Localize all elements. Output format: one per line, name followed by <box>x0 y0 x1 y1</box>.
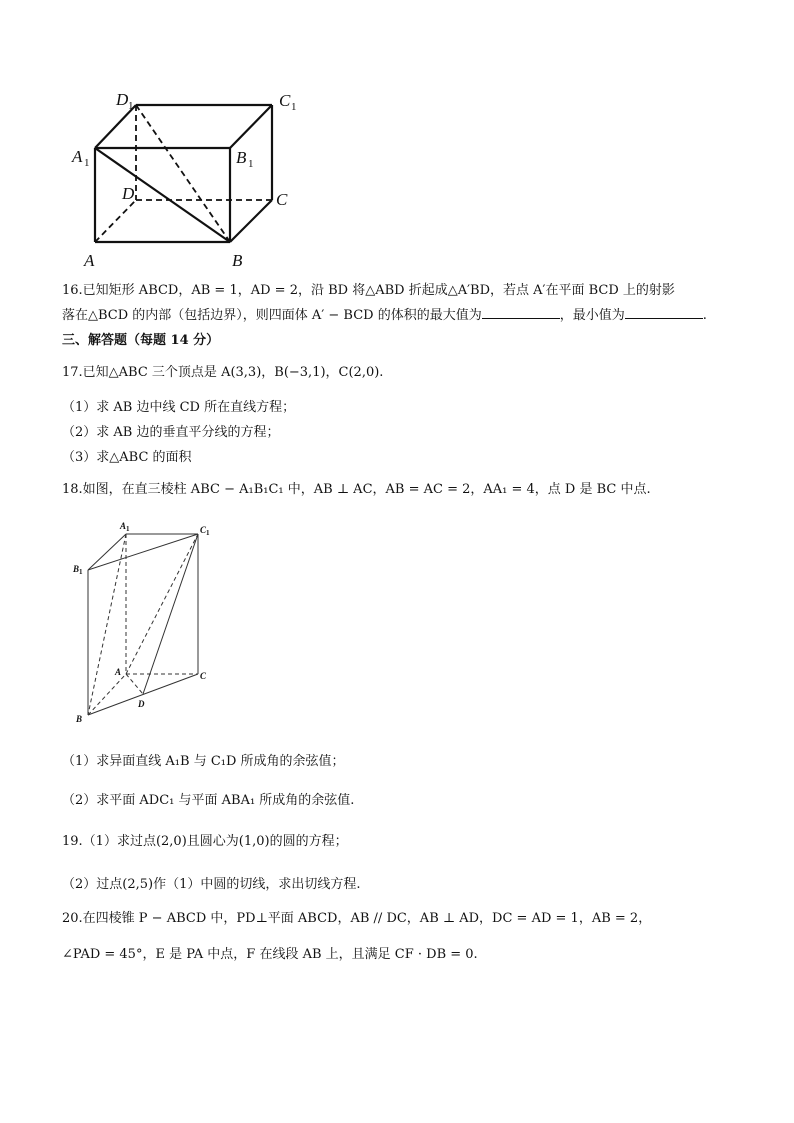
label-D1-sub: 1 <box>128 100 134 112</box>
section-heading: 三、解答题（每题 14 分） <box>62 333 220 348</box>
label2-B1: B <box>73 564 80 574</box>
q17-part3: （3）求△ABC 的面积 <box>62 450 192 465</box>
label2-D: D <box>138 699 145 709</box>
label-C1: C <box>279 91 291 110</box>
label-B1-sub: 1 <box>248 158 254 170</box>
label2-B: B <box>76 714 83 724</box>
q17-part2: （2）求 AB 边的垂直平分线的方程； <box>62 425 280 440</box>
label2-A1: A <box>120 521 127 531</box>
label-A: A <box>84 251 95 270</box>
prism-figure <box>70 518 220 728</box>
label2-A1-sub: 1 <box>126 525 130 533</box>
label-D: D <box>122 184 135 203</box>
label-C1-sub: 1 <box>291 101 297 113</box>
label2-A: A <box>115 667 122 677</box>
cuboid-figure <box>60 80 320 275</box>
label2-C1: C <box>200 525 207 535</box>
label2-C: C <box>200 671 207 681</box>
label-B: B <box>232 251 243 270</box>
q20-line1: 20.在四棱锥 P − ABCD 中，PD⊥平面 ABCD，AB // DC，AB ⊥ AD，DC = AD = 1，AB = 2， <box>62 911 652 926</box>
q18-stem: 18.如图，在直三棱柱 ABC − A₁B₁C₁ 中，AB ⊥ AC，AB = AC = 2，AA₁ = 4，点 D 是 BC 中点. <box>62 482 651 497</box>
label2-B1-sub: 1 <box>79 568 83 576</box>
label-A1-sub: 1 <box>84 157 90 169</box>
label2-C1-sub: 1 <box>206 529 210 537</box>
q16-line2-text-a: 落在△BCD 的内部（包括边界），则四面体 A′ − BCD 的体积的最大值为 <box>62 308 482 323</box>
label-B1: B <box>236 148 247 167</box>
q16-line2 <box>62 304 707 323</box>
q16-line2-text-b: ，最小值为 <box>559 308 625 323</box>
q18-part2: （2）求平面 ADC₁ 与平面 ABA₁ 所成角的余弦值. <box>62 793 355 808</box>
q16-line2-text-c: . <box>702 308 707 323</box>
label-D1: D <box>116 90 129 109</box>
min-volume-blank <box>625 306 703 319</box>
q19-part2: （2）过点(2,5)作（1）中圆的切线，求出切线方程. <box>62 877 361 892</box>
label-C: C <box>276 190 288 209</box>
q17-stem: 17.已知△ABC 三个顶点是 A(3,3)，B(−3,1)，C(2,0). <box>62 365 384 380</box>
q16-line1: 16.已知矩形 ABCD，AB = 1，AD = 2，沿 BD 将△ABD 折起成△A′BD，若点 A′在平面 BCD 上的射影 <box>62 283 675 298</box>
label-A1: A <box>72 147 83 166</box>
q17-part1: （1）求 AB 边中线 CD 所在直线方程； <box>62 400 296 415</box>
q19-part1: 19.（1）求过点(2,0)且圆心为(1,0)的圆的方程； <box>62 834 348 849</box>
q18-part1: （1）求异面直线 A₁B 与 C₁D 所成角的余弦值； <box>62 754 345 769</box>
q20-line2: ∠PAD = 45°，E 是 PA 中点，F 在线段 AB 上，且满足 CF · DB = 0. <box>62 947 478 962</box>
max-volume-blank <box>482 306 560 319</box>
